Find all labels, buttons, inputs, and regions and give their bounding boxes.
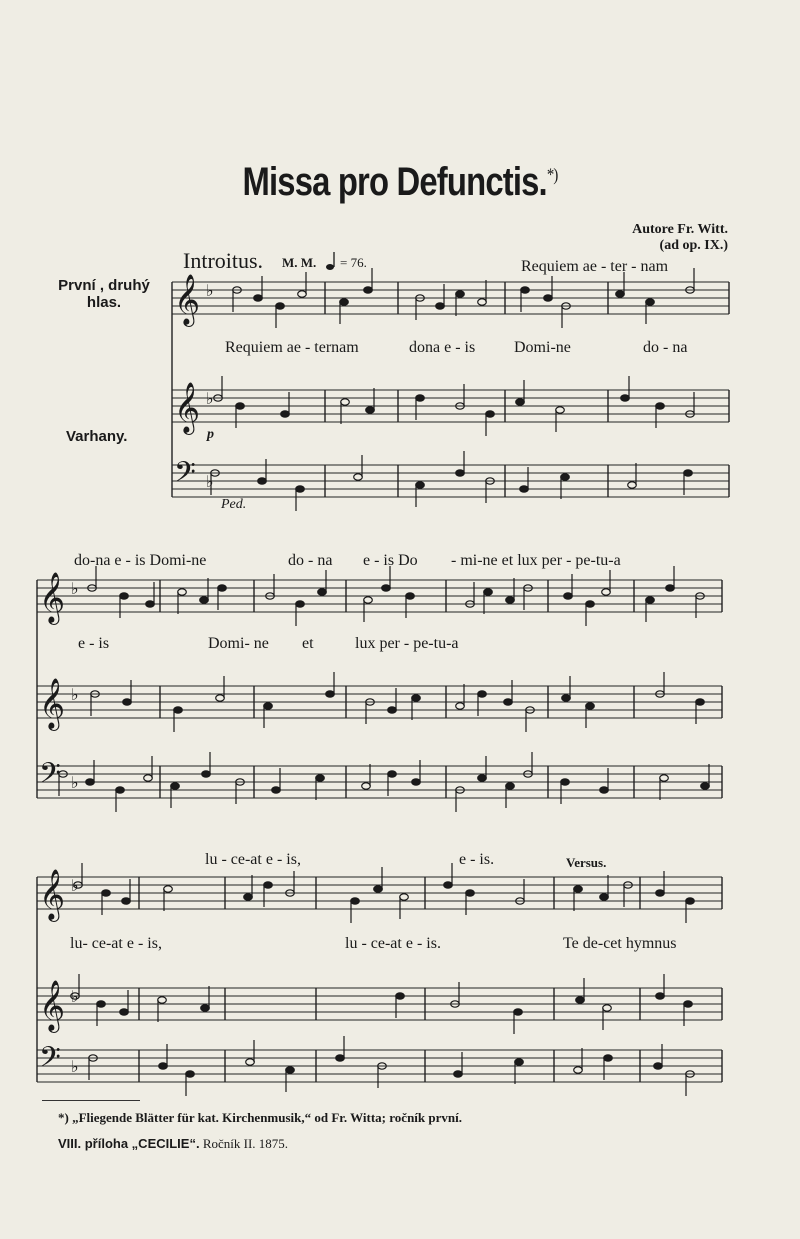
lyric-upper: do-na e - is Domi-ne <box>74 552 207 569</box>
lyric-upper: Requiem ae - ter - nam <box>521 258 669 275</box>
note-head <box>102 890 111 896</box>
note-head <box>701 783 710 789</box>
lyric-upper: - mi-ne et lux per - pe-tu-a <box>451 552 621 569</box>
note-head <box>574 886 583 892</box>
note-head <box>654 1063 663 1069</box>
note-head <box>604 1055 613 1061</box>
note-head <box>158 997 167 1003</box>
note-head <box>340 299 349 305</box>
note-head <box>216 695 225 701</box>
note-head <box>544 295 553 301</box>
lyric-lower: e - is <box>78 635 110 652</box>
lyric-upper: e - is. <box>459 851 495 868</box>
flat-icon: ♭ <box>206 283 214 300</box>
note-head <box>656 890 665 896</box>
note-head <box>276 303 285 309</box>
dynamic-marking: p <box>207 427 214 442</box>
lyric-lower: Requiem ae - ternam <box>225 339 359 356</box>
note-head <box>362 783 371 789</box>
lyric-lower: lux per - pe-tu-a <box>355 635 459 652</box>
note-head <box>218 585 227 591</box>
note-head <box>603 1005 612 1011</box>
lyric-lower: do - na <box>643 339 688 356</box>
note-head <box>656 993 665 999</box>
note-head <box>296 486 305 492</box>
lyric-lower: dona e - is <box>409 339 476 356</box>
note-head <box>486 411 495 417</box>
note-head <box>478 775 487 781</box>
note-head <box>201 1005 210 1011</box>
note-head <box>586 703 595 709</box>
note-head <box>164 886 173 892</box>
lyric-upper: e - is Do <box>363 552 418 569</box>
note-head <box>456 291 465 297</box>
note-head <box>436 303 445 309</box>
note-head <box>561 779 570 785</box>
note-head <box>281 411 290 417</box>
note-head <box>600 787 609 793</box>
note-head <box>600 894 609 900</box>
lyric-lower: lu - ce-at e - is. <box>345 935 441 952</box>
note-head <box>616 291 625 297</box>
author-line: Autore Fr. Witt. <box>632 222 728 237</box>
note-head <box>484 589 493 595</box>
note-head <box>364 287 373 293</box>
note-head <box>666 585 675 591</box>
lyric-upper: lu - ce-at e - is, <box>205 851 301 868</box>
note-head <box>388 771 397 777</box>
flat-icon: ♭ <box>71 581 79 598</box>
treble-clef-icon: 𝄞 <box>39 980 66 1031</box>
note-head <box>466 890 475 896</box>
note-head <box>122 898 131 904</box>
note-head <box>416 482 425 488</box>
note-head <box>264 703 273 709</box>
note-head <box>382 585 391 591</box>
note-head <box>586 601 595 607</box>
flat-icon: ♭ <box>71 989 79 1006</box>
note-head <box>684 1001 693 1007</box>
note-head <box>146 601 155 607</box>
note-head <box>374 886 383 892</box>
supplement-label: VIII. příloha „CECILIE“. <box>58 1136 200 1151</box>
pedal-marking: Ped. <box>221 497 247 512</box>
tempo-mark: M. M. <box>282 255 317 270</box>
voice-label-line2: hlas. <box>86 294 122 311</box>
flat-icon: ♭ <box>206 391 214 408</box>
note-head <box>562 695 571 701</box>
flat-icon: ♭ <box>206 474 214 491</box>
flat-icon: ♭ <box>71 878 79 895</box>
section-heading: Introitus. <box>183 248 264 273</box>
opus-line: (ad op. IX.) <box>659 238 728 253</box>
note-head <box>686 898 695 904</box>
note-head <box>246 1059 255 1065</box>
note-head <box>400 894 409 900</box>
tempo-value: = 76. <box>340 255 367 270</box>
note-head <box>660 775 669 781</box>
note-head <box>656 403 665 409</box>
note-head <box>454 1071 463 1077</box>
note-head <box>684 470 693 476</box>
note-head <box>506 783 515 789</box>
lyric-lower: et <box>302 635 314 652</box>
note-head <box>296 601 305 607</box>
note-head <box>416 395 425 401</box>
note-head <box>514 1009 523 1015</box>
supplement-line <box>58 1136 288 1152</box>
note-head <box>326 691 335 697</box>
bass-clef-icon: 𝄢 <box>39 757 61 797</box>
treble-clef-icon: 𝄞 <box>39 572 66 623</box>
note-head <box>516 399 525 405</box>
title-text: Missa pro Defunctis. <box>242 160 547 204</box>
organ-label: Varhany. <box>66 428 128 445</box>
note-head <box>576 997 585 1003</box>
note-head <box>123 699 132 705</box>
lyric-upper: do - na <box>288 552 333 569</box>
note-head <box>456 470 465 476</box>
note-head <box>171 783 180 789</box>
note-head <box>412 695 421 701</box>
footnote-text: *) „Fliegende Blätter für kat. Kirchenmusik,“ od Fr. Witta; ročník první. <box>58 1110 462 1125</box>
treble-clef-icon: 𝄞 <box>39 869 66 920</box>
footnote-mark: *) <box>546 164 558 185</box>
note-head <box>318 589 327 595</box>
flat-icon: ♭ <box>71 687 79 704</box>
footnote-rule <box>42 1100 140 1101</box>
note-head <box>520 486 529 492</box>
note-head <box>186 1071 195 1077</box>
note-head <box>351 898 360 904</box>
note-head <box>444 882 453 888</box>
note-head <box>366 407 375 413</box>
note-head <box>515 1059 524 1065</box>
note-head <box>244 894 253 900</box>
note-head <box>504 699 513 705</box>
note-head <box>561 474 570 480</box>
flat-icon: ♭ <box>71 1059 79 1076</box>
note-head <box>364 597 373 603</box>
note-head <box>97 1001 106 1007</box>
note-head <box>341 399 350 405</box>
treble-clef-icon: 𝄞 <box>174 382 201 433</box>
note-head <box>272 787 281 793</box>
note-head <box>202 771 211 777</box>
note-head <box>602 589 611 595</box>
lyric-lower: Domi-ne <box>514 339 571 356</box>
lyric-lower: Te de-cet hymnus <box>563 935 677 952</box>
supplement-year: Ročník II. 1875. <box>202 1136 289 1151</box>
note-head <box>178 589 187 595</box>
lyric-lower: Domi- ne <box>208 635 269 652</box>
note-head <box>646 597 655 603</box>
note-head <box>236 403 245 409</box>
note-head <box>628 482 637 488</box>
note-head <box>264 882 273 888</box>
note-head <box>298 291 307 297</box>
note-head <box>159 1063 168 1069</box>
note-head <box>120 593 129 599</box>
note-head <box>200 597 209 603</box>
note-head <box>116 787 125 793</box>
note-head <box>646 299 655 305</box>
note-head <box>556 407 565 413</box>
note-head <box>564 593 573 599</box>
bass-clef-icon: 𝄢 <box>39 1041 61 1081</box>
note-head <box>574 1067 583 1073</box>
note-head <box>396 993 405 999</box>
note-head <box>521 287 530 293</box>
note-head <box>696 699 705 705</box>
note-head <box>254 295 263 301</box>
note-head <box>412 779 421 785</box>
note-head <box>456 703 465 709</box>
note-head <box>388 707 397 713</box>
lyric-lower: lu- ce-at e - is, <box>70 935 162 952</box>
note-head <box>286 1067 295 1073</box>
note-head <box>506 597 515 603</box>
note-head <box>621 395 630 401</box>
voice-label-line1: První , druhý <box>58 277 150 294</box>
flat-icon: ♭ <box>71 775 79 792</box>
treble-clef-icon: 𝄞 <box>39 678 66 729</box>
bass-clef-icon: 𝄢 <box>174 456 196 496</box>
note-head <box>478 299 487 305</box>
note-head <box>258 478 267 484</box>
note-head <box>406 593 415 599</box>
note-head <box>336 1055 345 1061</box>
note-head <box>354 474 363 480</box>
note-head <box>478 691 487 697</box>
note-head <box>86 779 95 785</box>
note-head <box>144 775 153 781</box>
versus-label: Versus. <box>566 855 607 870</box>
treble-clef-icon: 𝄞 <box>174 274 201 325</box>
note-head <box>316 775 325 781</box>
note-head <box>174 707 183 713</box>
note-head <box>120 1009 129 1015</box>
